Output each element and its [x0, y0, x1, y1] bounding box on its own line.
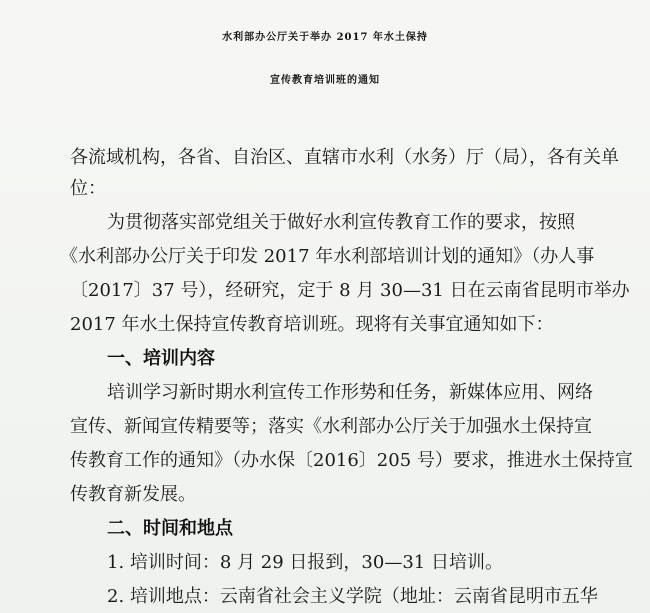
section-1-line-3: 传教育工作的通知》（办水保〔2016〕205 号）要求，推进水土保持宣 [70, 450, 633, 471]
recipients-line-2: 位： [70, 178, 106, 199]
section-2-item-1: 1. 培训时间：8 月 29 日报到，30—31 日培训。 [107, 552, 503, 573]
section-1-line-4: 传教育新发展。 [70, 484, 196, 505]
recipients-line-1: 各流域机构，各省、自治区、直辖市水利（水务）厅（局），各有关单 [70, 147, 619, 168]
intro-line-4: 2017 年水土保持宣传教育培训班。现将有关事宜通知如下： [70, 314, 554, 335]
intro-line-3: 〔2017〕37 号），经研究，定于 8 月 30—31 日在云南省昆明市举办 [70, 280, 630, 301]
intro-line-2: 《水利部办公厅关于印发 2017 年水利部培训计划的通知》（办人事 [60, 246, 595, 267]
section-1-heading: 一、培训内容 [107, 348, 215, 369]
section-1-line-1: 培训学习新时期水利宣传工作形势和任务，新媒体应用、网络 [107, 382, 593, 403]
document-title-line-2: 宣传教育培训班的通知 [270, 75, 380, 86]
document-title-line-1: 水利部办公厅关于举办 2017 年水土保持 [222, 32, 428, 43]
section-1-line-2: 宣传、新闻宣传精要等；落实《水利部办公厅关于加强水土保持宣 [70, 416, 592, 437]
section-2-item-2: 2. 培训地点：云南省社会主义学院（地址：云南省昆明市五华 [107, 586, 598, 607]
intro-line-1: 为贯彻落实部党组关于做好水利宣传教育工作的要求，按照 [107, 212, 575, 233]
section-2-heading: 二、时间和地点 [107, 518, 233, 539]
